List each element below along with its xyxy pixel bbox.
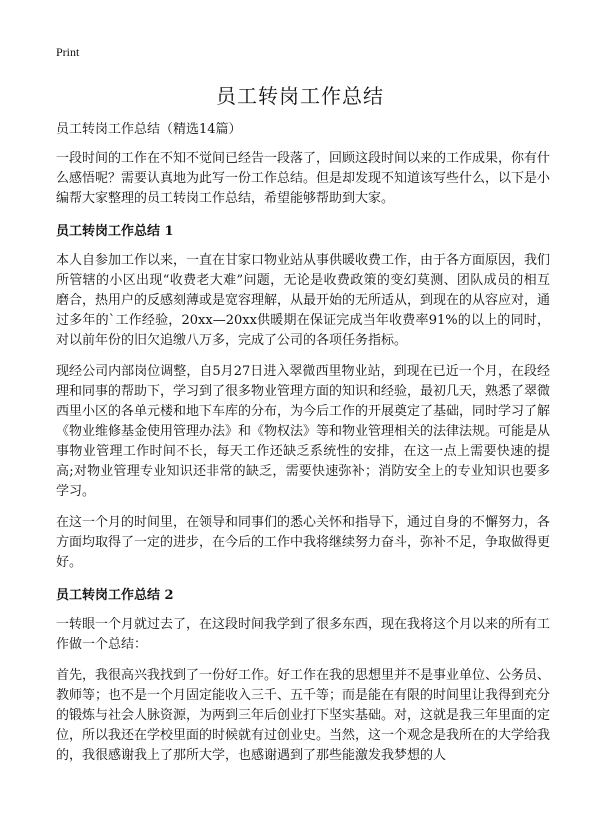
section-paragraph: 一转眼一个月就过去了，在这段时间我学到了很多东西，现在我将这个月以来的所有工作做一个总结： <box>56 617 551 652</box>
document-body <box>56 118 550 777</box>
section-heading: 员工转岗工作总结 1 <box>56 224 174 239</box>
intro-paragraph: 一段时间的工作在不知不觉间已经告一段落了，回顾这段时间以来的工作成果，你有什么感悟呢？需要认真地为此写一份工作总结。但是却发现不知道该写些什么，以下是小编帮大家整理的员工转岗工作总结，希望能够帮助到大家。 <box>56 151 551 206</box>
section-heading: 员工转岗工作总结 2 <box>56 588 174 603</box>
section-paragraph: 现经公司内部岗位调整，自5月27日进入翠微西里物业站，到现在已近一个月，在段经理和同事的帮助下，学习到了很多物业管理方面的知识和经验，最初几天，熟悉了翠微西里小区的各单元楼和地下车库的分布，为今后工作的开展奠定了基础，同时学习了解《物业维修基金使用管理办法》和《物权法》等和物业管理相关的法律法规。可能是从事物业管理工作时间不长，每天工作还缺乏系统性的安排，在这一点上需要快速的提高;对物业管理专业知识还非常的缺乏，需要快速弥补；消防安全上的专业知识也要多学习。 <box>56 364 551 499</box>
section-paragraph: 在这一个月的时间里，在领导和同事们的悉心关怀和指导下，通过自身的不懈努力，各方面均取得了一定的进步，在今后的工作中我将继续努力奋斗，弥补不足，争取做得更好。 <box>56 515 551 570</box>
document-title: 员工转岗工作总结 <box>216 84 384 108</box>
section-paragraph: 首先，我很高兴我找到了一份好工作。好工作在我的思想里并不是事业单位、公务员、教师等；也不是一个月固定能收入三千、五千等；而是能在有限的时间里让我得到充分的锻炼与社会人脉资源，为两到三年后创业打下坚实基础。对，这就是我三年里面的定位，所以我还在学校里面的时候就有过创业史。当然，这一个观念是我所在的大学给我的，我很感谢我上了那所大学，也感谢遇到了那些能激发我梦想的人 <box>56 668 551 763</box>
print-link[interactable]: Print <box>56 45 80 59</box>
document-subtitle: 员工转岗工作总结（精选14篇） <box>56 122 242 137</box>
section-paragraph: 本人自参加工作以来，一直在甘家口物业站从事供暖收费工作，由于各方面原因，我们所管辖的小区出现“收费老大难”问题，无论是收费政策的变幻莫测、团队成员的相互磨合，热用户的反感刻薄或是宽容理解，从最开始的无所适从，到现在的从容应对，通过多年的`工作经验，20xx—20xx供暖期在保证完成当年收费率91%的以上的同时，对以前年份的旧欠追缴八万多，完成了公司的各项任务指标。 <box>56 253 551 348</box>
